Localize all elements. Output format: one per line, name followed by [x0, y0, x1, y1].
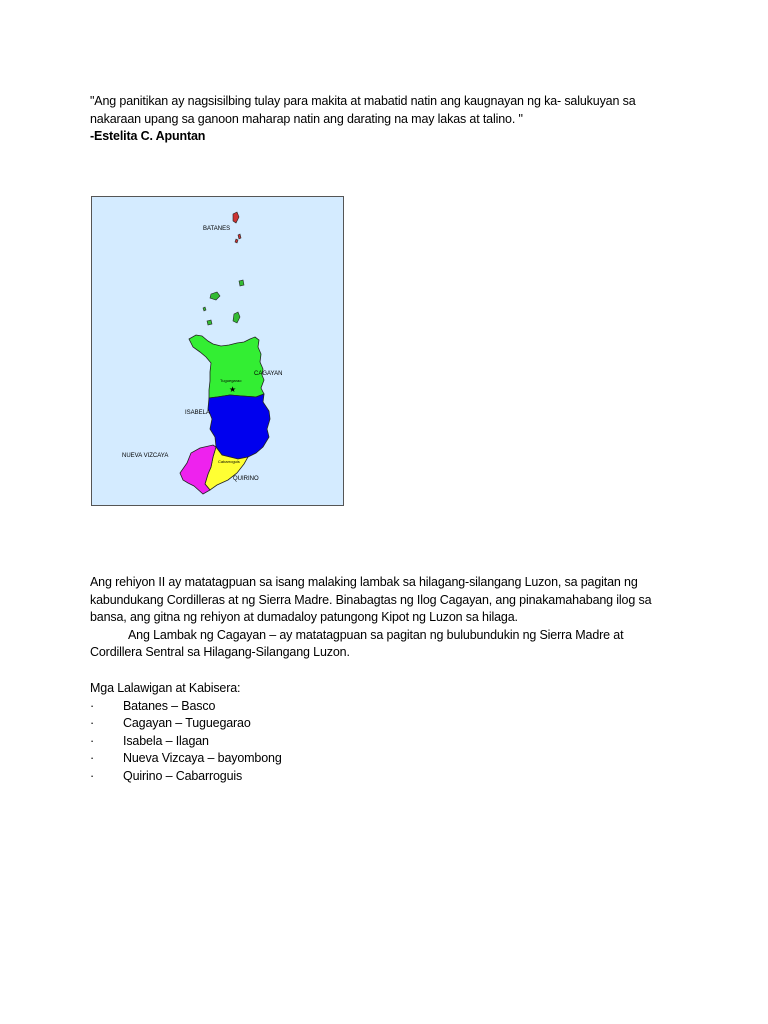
- body-line: kabundukang Cordilleras at ng Sierra Madre. Binabagtas ng Ilog Cagayan, ang pinakamahabang ilog sa: [90, 592, 652, 607]
- list-item-text: Cagayan – Tuguegarao: [123, 716, 251, 730]
- body-line: Cordillera Sentral sa Hilagang-Silangang Luzon.: [90, 645, 350, 659]
- island-shape: [239, 280, 244, 286]
- list-item: [90, 768, 690, 786]
- map-label-isabela: ISABELA: [185, 410, 211, 416]
- quote-line: "Ang panitikan ay nagsisilbing tulay para makita at mabatid natin ang kaugnayan ng ka- salukuyan sa: [90, 94, 636, 108]
- map-label-batanes: BATANES: [203, 226, 231, 232]
- list-item-text: Batanes – Basco: [123, 698, 216, 713]
- list-item-text: Quirino – Cabarroguis: [123, 768, 243, 783]
- body-line: Ang rehiyon II ay matatagpuan sa isang malaking lambak sa hilagang-silangang Luzon, sa pagitan ng: [90, 575, 638, 589]
- body-line: bansa, ang gitna ng rehiyon at dumadaloy patungong Kipot ng Luzon sa hilaga.: [90, 610, 518, 624]
- map-label-quirino: QUIRINO: [233, 476, 259, 482]
- map-label-nueva-vizcaya: NUEVA VIZCAYA: [122, 453, 169, 459]
- quote-block: [90, 93, 690, 146]
- body-text: [90, 574, 690, 662]
- list-item: [90, 698, 690, 716]
- body-line-indented: Ang Lambak ng Cagayan – ay matatagpuan sa pagitan ng bulubundukin ng Sierra Madre at: [128, 627, 624, 642]
- bullet-icon: ·: [90, 716, 95, 730]
- province-list: [90, 680, 690, 785]
- map-label-cagayan: CAGAYAN: [254, 371, 283, 377]
- list-item: [90, 715, 690, 733]
- bullet-icon: ·: [90, 698, 95, 713]
- list-item: [90, 750, 690, 768]
- bullet-icon: ·: [90, 733, 95, 748]
- island-shape: [207, 320, 212, 325]
- list-item-text: Isabela – Ilagan: [123, 733, 209, 748]
- region-map-svg: [92, 197, 344, 506]
- map-label-cabarroguis: Cabarroguis: [218, 459, 240, 464]
- quote-author: -Estelita C. Apuntan: [90, 129, 206, 143]
- list-title: Mga Lalawigan at Kabisera:: [90, 681, 241, 695]
- bullet-icon: ·: [90, 751, 95, 765]
- capital-star-icon: ★: [229, 385, 237, 394]
- map-label-tuguegarao: Tuguegarao: [220, 378, 242, 383]
- list-item-text: Nueva Vizcaya – bayombong: [123, 751, 282, 765]
- bullet-icon: ·: [90, 768, 95, 783]
- region-map: [91, 196, 344, 506]
- list-item: [90, 733, 690, 751]
- quote-line: nakaraan upang sa ganoon maharap natin ang darating na may lakas at talino. ": [90, 111, 523, 126]
